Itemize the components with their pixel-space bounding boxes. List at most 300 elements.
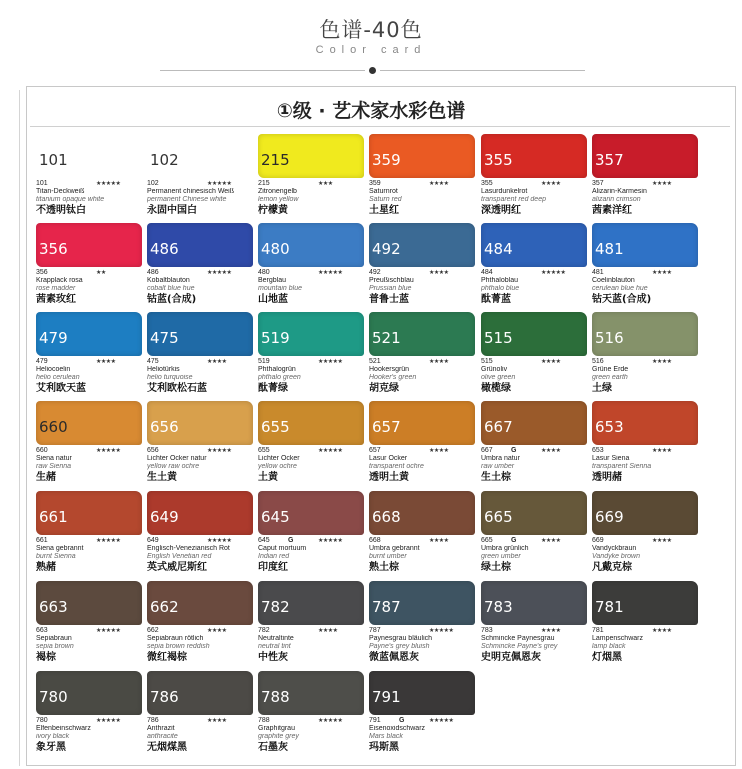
color-swatch-card[interactable] bbox=[592, 581, 700, 669]
color-name-english: Prussian blue bbox=[369, 285, 412, 292]
color-name-chinese: 茜素玫红 bbox=[36, 294, 76, 305]
color-name-german: Schmincke Paynesgrau bbox=[481, 635, 555, 642]
granulating-mark: G bbox=[511, 537, 517, 544]
paint-swatch bbox=[369, 223, 475, 267]
color-swatch-card[interactable] bbox=[481, 134, 589, 222]
section-title: ①级 · 艺术家水彩色谱 bbox=[276, 100, 466, 122]
color-swatch-card[interactable] bbox=[147, 223, 255, 311]
color-name-chinese: 生赭 bbox=[36, 472, 56, 483]
color-name-german: Lichter Ocker bbox=[258, 455, 300, 462]
color-swatch-card[interactable] bbox=[258, 223, 366, 311]
color-code: 657 bbox=[369, 447, 381, 454]
color-code: 484 bbox=[481, 269, 493, 276]
lightfastness-rating: ★★★★ bbox=[318, 627, 338, 634]
color-name-english: titanium opaque white bbox=[36, 196, 105, 203]
paint-swatch bbox=[369, 671, 475, 715]
lightfastness-rating: ★★★★★ bbox=[96, 447, 121, 454]
color-code: 475 bbox=[147, 358, 159, 365]
color-swatch-card[interactable] bbox=[258, 312, 366, 400]
spec-row bbox=[36, 626, 144, 635]
paint-swatch bbox=[147, 581, 253, 625]
swatch-code: 656 bbox=[150, 418, 179, 436]
color-name-german: Phthaloblau bbox=[481, 277, 518, 284]
color-name-german: Coelinblauton bbox=[592, 277, 635, 284]
lightfastness-rating: ★★★★★ bbox=[541, 269, 566, 276]
color-name-chinese: 土绿 bbox=[592, 383, 612, 394]
color-swatch-card[interactable] bbox=[369, 671, 477, 759]
color-name-chinese: 橄榄绿 bbox=[481, 383, 511, 394]
color-swatch-card[interactable] bbox=[481, 401, 589, 489]
frame-left-line bbox=[19, 90, 20, 766]
color-code: 788 bbox=[258, 717, 270, 724]
paint-swatch bbox=[258, 491, 364, 535]
color-name-english: Hooker's green bbox=[369, 374, 417, 381]
color-name-german: Graphitgrau bbox=[258, 725, 295, 732]
spec-row bbox=[592, 626, 700, 635]
color-code: 783 bbox=[481, 627, 493, 634]
color-name-chinese: 普鲁士蓝 bbox=[369, 294, 409, 305]
paint-swatch bbox=[369, 312, 475, 356]
paint-swatch bbox=[481, 134, 587, 178]
page-title: 色谱-40色 bbox=[319, 18, 423, 42]
color-name-english: olive green bbox=[481, 374, 516, 381]
spec-row bbox=[36, 357, 144, 366]
swatch-code: 665 bbox=[484, 508, 513, 526]
paint-swatch bbox=[147, 491, 253, 535]
color-code: 359 bbox=[369, 180, 381, 187]
spec-row bbox=[147, 357, 255, 366]
paint-swatch bbox=[592, 312, 698, 356]
color-name-german: Heliotürkis bbox=[147, 366, 180, 373]
color-name-german: Eisenoxidschwarz bbox=[369, 725, 426, 732]
color-name-chinese: 英式威尼斯红 bbox=[147, 562, 207, 573]
granulating-mark: G bbox=[288, 537, 294, 544]
color-code: 215 bbox=[258, 180, 270, 187]
color-name-english: transparent red deep bbox=[481, 196, 546, 203]
color-name-english: Vandyke brown bbox=[592, 553, 640, 560]
color-name-german: Preußischblau bbox=[369, 277, 414, 284]
color-name-english: green earth bbox=[592, 374, 628, 381]
swatch-code: 781 bbox=[595, 598, 624, 616]
swatch-code: 515 bbox=[484, 329, 513, 347]
color-name-german: Sepiabraun rötlich bbox=[147, 635, 204, 642]
color-name-english: Mars black bbox=[369, 733, 403, 740]
lightfastness-rating: ★★★★ bbox=[541, 358, 561, 365]
swatch-code: 669 bbox=[595, 508, 624, 526]
paint-swatch bbox=[147, 134, 253, 178]
swatch-code: 668 bbox=[372, 508, 401, 526]
page-subtitle: Color card bbox=[315, 44, 427, 56]
color-name-german: Permanent chinesisch Weiß bbox=[147, 188, 235, 195]
color-swatch-card[interactable] bbox=[147, 491, 255, 579]
color-name-chinese: 土星红 bbox=[369, 205, 399, 216]
swatch-code: 355 bbox=[484, 151, 513, 169]
spec-row bbox=[147, 536, 255, 545]
spec-row bbox=[258, 446, 366, 455]
color-swatch-card[interactable] bbox=[592, 312, 700, 400]
lightfastness-rating: ★★★★★ bbox=[207, 180, 232, 187]
spec-row bbox=[147, 446, 255, 455]
lightfastness-rating: ★★★★ bbox=[652, 537, 672, 544]
color-swatch-card[interactable] bbox=[147, 671, 255, 759]
color-name-english: anthracite bbox=[147, 733, 178, 740]
color-name-english: Schmincke Payne's grey bbox=[481, 643, 558, 650]
color-name-english: graphite grey bbox=[258, 733, 299, 740]
color-name-chinese: 透明土黄 bbox=[369, 472, 409, 483]
color-swatch-card[interactable] bbox=[147, 401, 255, 489]
paint-swatch bbox=[592, 223, 698, 267]
color-swatch-card[interactable] bbox=[481, 581, 589, 669]
color-name-chinese: 胡克绿 bbox=[369, 383, 399, 394]
lightfastness-rating: ★★★★ bbox=[207, 358, 227, 365]
color-name-chinese: 山地蓝 bbox=[258, 294, 288, 305]
color-swatch-card[interactable] bbox=[258, 401, 366, 489]
spec-row bbox=[481, 179, 589, 188]
color-swatch-card[interactable] bbox=[36, 223, 144, 311]
granulating-mark: G bbox=[399, 717, 405, 724]
color-swatch-card[interactable] bbox=[258, 134, 366, 222]
swatch-code: 481 bbox=[595, 240, 624, 258]
color-name-chinese: 柠檬黄 bbox=[258, 205, 288, 216]
color-name-german: Elfenbeinschwarz bbox=[36, 725, 91, 732]
color-name-chinese: 凡戴克棕 bbox=[592, 562, 632, 573]
swatch-code: 791 bbox=[372, 688, 401, 706]
lightfastness-rating: ★★★★ bbox=[207, 717, 227, 724]
color-code: 515 bbox=[481, 358, 493, 365]
swatch-code: 484 bbox=[484, 240, 513, 258]
paint-swatch bbox=[258, 401, 364, 445]
lightfastness-rating: ★★★★★ bbox=[207, 447, 232, 454]
swatch-code: 101 bbox=[39, 151, 68, 169]
color-name-german: Lasurdunkelrot bbox=[481, 188, 528, 195]
color-code: 649 bbox=[147, 537, 159, 544]
paint-swatch bbox=[592, 134, 698, 178]
color-swatch-card[interactable] bbox=[147, 312, 255, 400]
spec-row bbox=[481, 536, 589, 545]
watermark bbox=[700, 470, 726, 760]
paint-swatch bbox=[147, 401, 253, 445]
lightfastness-rating: ★★★★ bbox=[429, 180, 449, 187]
paint-swatch bbox=[147, 223, 253, 267]
paint-swatch bbox=[36, 671, 142, 715]
color-name-german: Umbra gebrannt bbox=[369, 545, 420, 552]
lightfastness-rating: ★★★ bbox=[318, 180, 333, 187]
spec-row bbox=[258, 357, 366, 366]
color-code: 661 bbox=[36, 537, 48, 544]
spec-row bbox=[258, 179, 366, 188]
color-name-chinese: 钴蓝(合成) bbox=[147, 294, 197, 305]
lightfastness-rating: ★★★★★ bbox=[96, 717, 121, 724]
lightfastness-rating: ★★★★ bbox=[652, 269, 672, 276]
color-swatch-card[interactable] bbox=[258, 581, 366, 669]
lightfastness-rating: ★★★★ bbox=[652, 627, 672, 634]
spec-row bbox=[258, 536, 366, 545]
color-swatch-card[interactable] bbox=[147, 134, 255, 222]
paint-swatch bbox=[369, 581, 475, 625]
lightfastness-rating: ★★★★★ bbox=[318, 269, 343, 276]
lightfastness-rating: ★★★★ bbox=[429, 269, 449, 276]
lightfastness-rating: ★★ bbox=[96, 269, 106, 276]
color-swatch-card[interactable] bbox=[592, 401, 700, 489]
color-name-german: Vandyckbraun bbox=[592, 545, 637, 552]
color-swatch-card[interactable] bbox=[36, 491, 144, 579]
color-name-german: Lasur Siena bbox=[592, 455, 630, 462]
color-name-english: sepia brown reddish bbox=[147, 643, 210, 650]
color-code: 521 bbox=[369, 358, 381, 365]
color-code: 668 bbox=[369, 537, 381, 544]
color-code: 665 bbox=[481, 537, 493, 544]
color-name-chinese: 微蓝佩恩灰 bbox=[369, 652, 419, 663]
color-name-chinese: 生土黄 bbox=[147, 472, 177, 483]
color-name-chinese: 不透明钛白 bbox=[36, 205, 86, 216]
paint-swatch bbox=[147, 671, 253, 715]
color-name-english: transparent ochre bbox=[369, 463, 424, 470]
lightfastness-rating: ★★★★ bbox=[541, 537, 561, 544]
color-name-chinese: 象牙黑 bbox=[36, 742, 66, 753]
color-name-chinese: 无烟煤黑 bbox=[147, 742, 187, 753]
swatch-code: 519 bbox=[261, 329, 290, 347]
color-name-german: Zitronengelb bbox=[258, 188, 297, 195]
color-code: 791 bbox=[369, 717, 381, 724]
spec-row bbox=[369, 268, 477, 277]
spec-row bbox=[147, 626, 255, 635]
color-name-english: rose madder bbox=[36, 285, 76, 292]
color-name-english: sepia brown bbox=[36, 643, 74, 650]
color-name-german: Krapplack rosa bbox=[36, 277, 83, 284]
color-swatch-card[interactable] bbox=[592, 491, 700, 579]
color-code: 781 bbox=[592, 627, 604, 634]
lightfastness-rating: ★★★★ bbox=[429, 447, 449, 454]
lightfastness-rating: ★★★★ bbox=[541, 447, 561, 454]
spec-row bbox=[369, 716, 477, 725]
lightfastness-rating: ★★★★ bbox=[541, 627, 561, 634]
color-name-english: helio turquoise bbox=[147, 374, 193, 381]
color-name-english: transparent Sienna bbox=[592, 463, 652, 470]
color-name-german: Paynesgrau bläulich bbox=[369, 635, 433, 642]
spec-row bbox=[36, 446, 144, 455]
color-code: 357 bbox=[592, 180, 604, 187]
color-code: 355 bbox=[481, 180, 493, 187]
color-name-german: Caput mortuum bbox=[258, 545, 307, 552]
spec-row bbox=[369, 179, 477, 188]
color-code: 782 bbox=[258, 627, 270, 634]
color-name-chinese: 熟赭 bbox=[36, 562, 56, 573]
paint-swatch bbox=[592, 581, 698, 625]
color-swatch-card[interactable] bbox=[592, 134, 700, 222]
swatch-code: 657 bbox=[372, 418, 401, 436]
color-name-chinese: 褐棕 bbox=[36, 652, 56, 663]
color-name-chinese: 酞菁蓝 bbox=[481, 294, 511, 305]
spec-row bbox=[481, 268, 589, 277]
swatch-code: 787 bbox=[372, 598, 401, 616]
color-name-english: burnt umber bbox=[369, 553, 407, 560]
color-name-english: raw umber bbox=[481, 463, 515, 470]
color-code: 667 bbox=[481, 447, 493, 454]
spec-row bbox=[592, 357, 700, 366]
color-name-german: Neutraltinte bbox=[258, 635, 294, 642]
lightfastness-rating: ★★★★ bbox=[207, 627, 227, 634]
color-name-german: Heliocoelin bbox=[36, 366, 71, 373]
swatch-code: 786 bbox=[150, 688, 179, 706]
color-swatch-card[interactable] bbox=[36, 401, 144, 489]
section-divider bbox=[30, 126, 730, 127]
color-name-german: Saturnrot bbox=[369, 188, 398, 195]
swatch-code: 479 bbox=[39, 329, 68, 347]
color-code: 656 bbox=[147, 447, 159, 454]
swatch-code: 661 bbox=[39, 508, 68, 526]
spec-row bbox=[481, 446, 589, 455]
color-code: 787 bbox=[369, 627, 381, 634]
color-swatch-card[interactable] bbox=[36, 134, 144, 222]
color-name-chinese: 艾利欧松石蓝 bbox=[147, 383, 207, 394]
swatch-code: 516 bbox=[595, 329, 624, 347]
divider-dot bbox=[369, 67, 376, 74]
swatch-code: 662 bbox=[150, 598, 179, 616]
spec-row bbox=[258, 626, 366, 635]
color-name-chinese: 微红褐棕 bbox=[147, 652, 187, 663]
paint-swatch bbox=[36, 223, 142, 267]
color-swatch-card[interactable] bbox=[369, 401, 477, 489]
color-name-english: yellow ochre bbox=[258, 463, 297, 470]
color-code: 479 bbox=[36, 358, 48, 365]
color-code: 481 bbox=[592, 269, 604, 276]
lightfastness-rating: ★★★★★ bbox=[318, 717, 343, 724]
spec-row bbox=[592, 536, 700, 545]
paint-swatch bbox=[369, 491, 475, 535]
color-name-english: lemon yellow bbox=[258, 196, 299, 203]
color-code: 356 bbox=[36, 269, 48, 276]
spec-row bbox=[369, 536, 477, 545]
lightfastness-rating: ★★★★★ bbox=[207, 537, 232, 544]
swatch-code: 653 bbox=[595, 418, 624, 436]
color-code: 780 bbox=[36, 717, 48, 724]
color-swatch-card[interactable] bbox=[258, 671, 366, 759]
spec-row bbox=[258, 268, 366, 277]
paint-swatch bbox=[258, 134, 364, 178]
color-name-english: cobalt blue hue bbox=[147, 285, 195, 292]
swatch-code: 475 bbox=[150, 329, 179, 347]
color-name-english: green umber bbox=[481, 553, 521, 560]
color-name-english: English Venetian red bbox=[147, 553, 212, 560]
color-code: 102 bbox=[147, 180, 159, 187]
color-swatch-card[interactable] bbox=[147, 581, 255, 669]
color-code: 480 bbox=[258, 269, 270, 276]
swatch-code: 215 bbox=[261, 151, 290, 169]
paint-swatch bbox=[481, 223, 587, 267]
color-name-english: raw Sienna bbox=[36, 463, 72, 470]
paint-swatch bbox=[369, 401, 475, 445]
color-name-german: Alizarin-Karmesin bbox=[592, 188, 647, 195]
color-name-german: Siena gebrannt bbox=[36, 545, 84, 552]
spec-row bbox=[147, 179, 255, 188]
lightfastness-rating: ★★★★★ bbox=[96, 537, 121, 544]
color-name-german: Lichter Ocker natur bbox=[147, 455, 207, 462]
lightfastness-rating: ★★★★★ bbox=[207, 269, 232, 276]
spec-row bbox=[36, 716, 144, 725]
color-code: 519 bbox=[258, 358, 270, 365]
color-swatch-card[interactable] bbox=[369, 312, 477, 400]
paint-swatch bbox=[36, 312, 142, 356]
color-name-chinese: 灯烟黑 bbox=[592, 652, 622, 663]
paint-swatch bbox=[258, 581, 364, 625]
swatch-code: 645 bbox=[261, 508, 290, 526]
spec-row bbox=[36, 179, 144, 188]
color-swatch-card[interactable] bbox=[36, 581, 144, 669]
lightfastness-rating: ★★★★★ bbox=[318, 537, 343, 544]
lightfastness-rating: ★★★★ bbox=[429, 358, 449, 365]
color-name-english: cerulean blue hue bbox=[592, 285, 648, 292]
color-name-english: Indian red bbox=[258, 553, 290, 560]
color-code: 662 bbox=[147, 627, 159, 634]
spec-row bbox=[481, 357, 589, 366]
color-name-german: Sepiabraun bbox=[36, 635, 72, 642]
paint-swatch bbox=[481, 581, 587, 625]
swatch-code: 492 bbox=[372, 240, 401, 258]
color-name-german: Hookersgrün bbox=[369, 366, 410, 373]
color-name-english: burnt Sienna bbox=[36, 553, 76, 560]
color-name-german: Umbra grünlich bbox=[481, 545, 529, 552]
color-swatch-card[interactable] bbox=[36, 671, 144, 759]
color-name-english: permanent Chinese white bbox=[147, 196, 227, 203]
color-name-chinese: 生土棕 bbox=[481, 472, 511, 483]
color-name-chinese: 艾利欧天蓝 bbox=[36, 383, 86, 394]
color-swatch-card[interactable] bbox=[369, 581, 477, 669]
paint-swatch bbox=[36, 581, 142, 625]
color-code: 663 bbox=[36, 627, 48, 634]
color-name-english: neutral tint bbox=[258, 643, 291, 650]
color-name-chinese: 茜素洋红 bbox=[592, 205, 632, 216]
color-code: 101 bbox=[36, 180, 48, 187]
color-swatch-card[interactable] bbox=[592, 223, 700, 311]
spec-row bbox=[592, 268, 700, 277]
paint-swatch bbox=[592, 401, 698, 445]
color-swatch-card[interactable] bbox=[369, 491, 477, 579]
color-swatch-card[interactable] bbox=[258, 491, 366, 579]
swatch-code: 359 bbox=[372, 151, 401, 169]
granulating-mark: G bbox=[511, 447, 517, 454]
page-header bbox=[0, 0, 742, 90]
lightfastness-rating: ★★★★★ bbox=[318, 447, 343, 454]
swatch-code: 486 bbox=[150, 240, 179, 258]
swatch-code: 102 bbox=[150, 151, 179, 169]
color-swatch-card[interactable] bbox=[369, 134, 477, 222]
color-name-english: Saturn red bbox=[369, 196, 402, 203]
swatch-code: 660 bbox=[39, 418, 68, 436]
swatch-code: 649 bbox=[150, 508, 179, 526]
color-swatch-card[interactable] bbox=[481, 223, 589, 311]
swatch-code: 480 bbox=[261, 240, 290, 258]
color-name-english: phthalo blue bbox=[481, 285, 520, 292]
paint-swatch bbox=[481, 401, 587, 445]
color-name-chinese: 中性灰 bbox=[258, 652, 288, 663]
color-name-german: Grüne Erde bbox=[592, 366, 629, 373]
color-swatch-card[interactable] bbox=[36, 312, 144, 400]
color-swatch-card[interactable] bbox=[369, 223, 477, 311]
spec-row bbox=[258, 716, 366, 725]
swatch-code: 783 bbox=[484, 598, 513, 616]
color-name-german: Lasur Ocker bbox=[369, 455, 408, 462]
color-name-german: Umbra natur bbox=[481, 455, 520, 462]
color-swatch-card[interactable] bbox=[481, 312, 589, 400]
divider-right bbox=[380, 70, 585, 71]
color-name-chinese: 土黄 bbox=[258, 472, 278, 483]
paint-swatch bbox=[258, 223, 364, 267]
color-code: 486 bbox=[147, 269, 159, 276]
color-code: 653 bbox=[592, 447, 604, 454]
color-name-german: Titan-Deckweiß bbox=[36, 188, 85, 195]
color-swatch-card[interactable] bbox=[481, 491, 589, 579]
spec-row bbox=[147, 716, 255, 725]
